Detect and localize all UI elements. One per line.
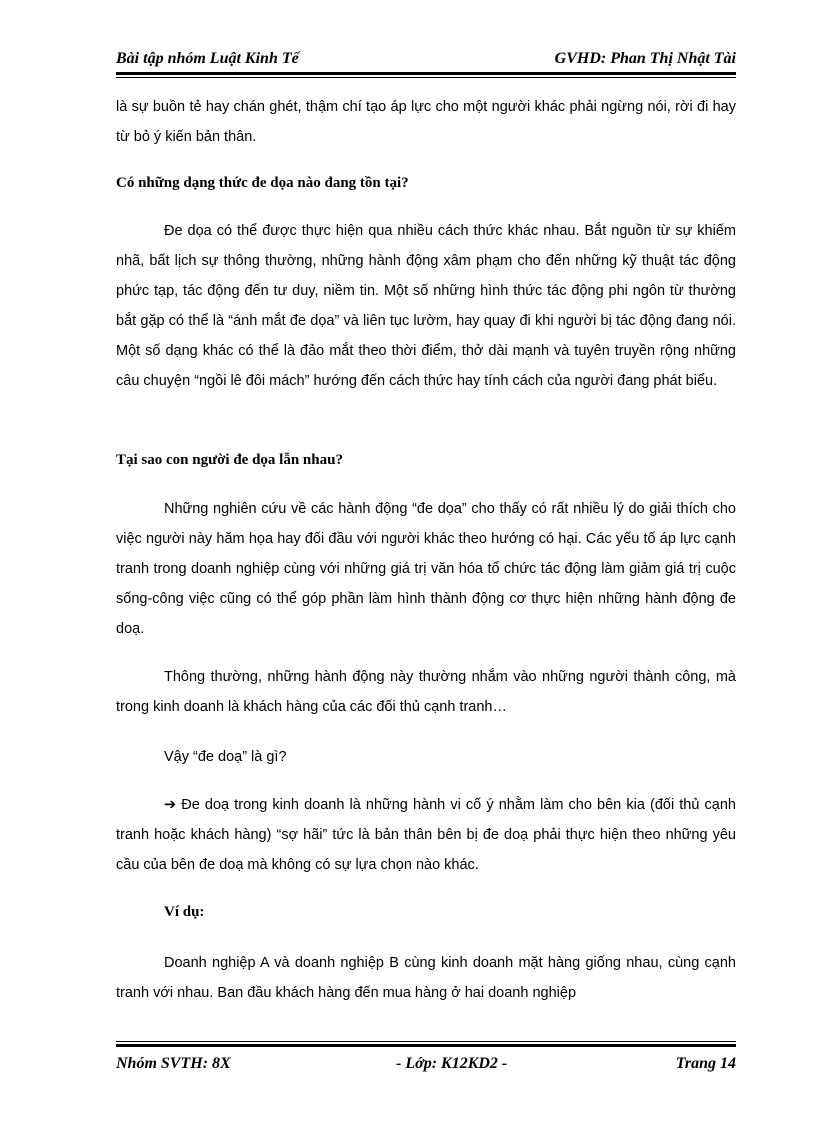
footer-group: Nhóm SVTH: 8X [116,1055,231,1072]
paragraph-definition [116,790,736,880]
header-rule-thin [116,77,736,78]
page-header [116,46,736,70]
page-number: Trang 14 [675,1055,736,1072]
heading-why-threaten: Tại sao con người đe dọa lẫn nhau? [116,452,343,468]
paragraph-targets: Thông thường, những hành động này thường nhắm vào những người thành công, mà trong kinh doanh là khách hàng của các đối thủ cạnh tranh… [116,669,736,715]
definition-text: Đe doạ trong kinh doanh là những hành vi cố ý nhằm làm cho bên kia (đối thủ cạnh tranh hoặc khách hàng) “sợ hãi” tức là bản thân bên bị đe doạ phải thực hiện theo những yêu cầu của bên đe doạ mà không có sự lựa chọn nào khác. [116,797,736,873]
footer-rule-thick [116,1044,736,1047]
header-instructor: GVHD: Phan Thị Nhật Tài [554,50,736,67]
paragraph-example: Doanh nghiệp A và doanh nghiệp B cùng kinh doanh mặt hàng giống nhau, cùng cạnh tranh với nhau. Ban đầu khách hàng đến mua hàng ở hai doanh nghiệp [116,955,736,1001]
header-course-title: Bài tập nhóm Luật Kinh Tế [116,50,299,67]
paragraph-intro: là sự buồn tẻ hay chán ghét, thậm chí tạo áp lực cho một người khác phải ngừng nói, rời đi hay từ bỏ ý kiến bản thân. [116,99,736,145]
paragraph-question: Vậy “đe doạ” là gì? [164,749,287,765]
page-footer [116,1055,736,1079]
footer-rule-thin [116,1041,736,1042]
heading-example: Ví dụ: [164,904,205,920]
header-rule-thick [116,72,736,75]
paragraph-forms: Đe dọa có thể được thực hiện qua nhiều cách thức khác nhau. Bắt nguồn từ sự khiếm nhã, bất lịch sự thông thường, những hành động xâm phạm cho đến những kỹ thuật tác động phức tạp, tác động đến tư duy, niềm tin. Một số những hình thức tác động phi ngôn từ thường bắt gặp có thể là “ánh mắt đe dọa” và liên tục lườm, hay quay đi khi người bị tác động đang nói. Một số dạng khác có thể là đảo mắt theo thời điểm, thở dài mạnh và tuyên truyền rộng những câu chuyện “ngồi lê đôi mách” hướng đến cách thức hay tính cách của người đang phát biểu. [116,223,736,389]
footer-class: - Lớp: K12KD2 - [396,1055,508,1072]
arrow-right-icon: ➔ [164,797,177,813]
heading-forms-of-threat: Có những dạng thức đe dọa nào đang tồn tại? [116,175,409,191]
paragraph-reasons: Những nghiên cứu về các hành động “đe dọa” cho thấy có rất nhiều lý do giải thích cho việc người này hăm họa hay đối đầu với người khác theo hướng có hại. Các yếu tố áp lực cạnh tranh trong doanh nghiệp cùng với những giá trị văn hóa tổ chức tác động làm giảm giá trị cuộc sống-công việc cũng có thể góp phần làm hình thành động cơ thực hiện những hành động đe doạ. [116,501,736,637]
